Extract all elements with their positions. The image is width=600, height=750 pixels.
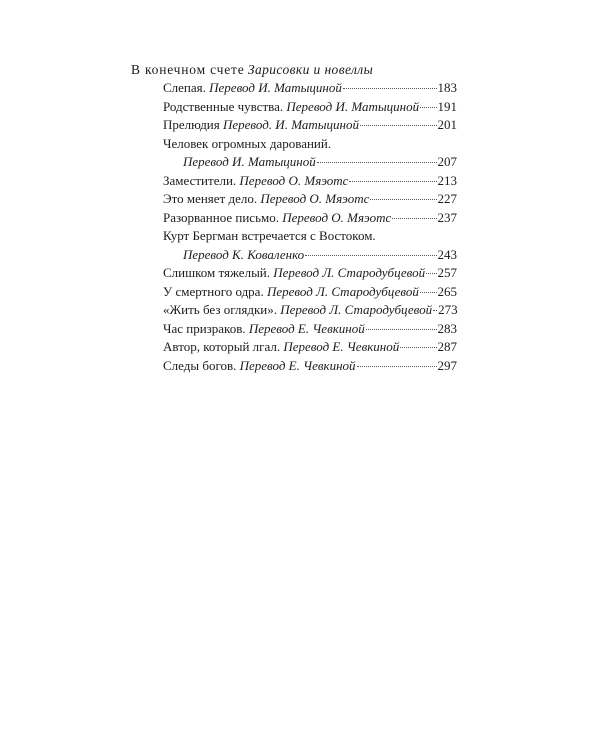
- toc-entry-title: Автор, который лгал.: [163, 339, 281, 354]
- toc-entry-translator: Перевод О. Мяэотс: [282, 209, 392, 225]
- table-of-contents: [163, 79, 457, 375]
- toc-entry-line: [163, 338, 457, 357]
- toc-entry: [163, 79, 457, 98]
- toc-entry-title-line: [163, 227, 457, 246]
- toc-entry-translator: Перевод К. Коваленко: [183, 246, 305, 262]
- toc-entry: [163, 135, 457, 172]
- dot-leader: [392, 218, 436, 219]
- toc-entry-line: [163, 246, 457, 265]
- toc-entry-line: [163, 116, 457, 135]
- toc-entry-line: [163, 79, 457, 98]
- dot-leader: [433, 310, 437, 311]
- toc-entry-title: Слишком тяжелый.: [163, 265, 271, 280]
- toc-entry-page: 283: [437, 320, 457, 336]
- toc-entry-line: [163, 172, 457, 191]
- dot-leader: [426, 273, 436, 274]
- toc-entry-title: Человек огромных дарований.: [163, 135, 332, 151]
- toc-entry-line: [163, 153, 457, 172]
- toc-entry-title: Заместители.: [163, 172, 237, 188]
- toc-entry-line: [163, 264, 457, 283]
- toc-entry: [163, 227, 457, 264]
- toc-entry: [163, 264, 457, 283]
- toc-entry-line: [163, 209, 457, 228]
- toc-entry: [163, 116, 457, 135]
- toc-entry-translator: Перевод О. Мяэотс: [260, 191, 370, 206]
- toc-entry-title: Это меняет дело.: [163, 191, 258, 206]
- toc-entry-page: 227: [437, 191, 457, 206]
- dot-leader: [360, 125, 437, 126]
- toc-entry-title: «Жить без оглядки».: [163, 302, 277, 317]
- toc-entry-translator: Перевод О. Мяэотс: [239, 172, 349, 188]
- toc-entry: [163, 209, 457, 228]
- dot-leader: [305, 255, 436, 256]
- toc-entry-translator: Перевод. И. Матыциной: [223, 117, 359, 132]
- toc-entry-page: 201: [437, 117, 457, 132]
- toc-entry-title: Час призраков.: [163, 320, 246, 336]
- toc-entry-title: Слепая.: [163, 80, 206, 95]
- toc-entry-page: 213: [437, 172, 457, 188]
- dot-leader: [420, 292, 437, 293]
- toc-entry-translator: Перевод И. Матыциной: [183, 154, 316, 169]
- toc-entry-translator: Перевод Е. Чевкиной: [239, 357, 356, 373]
- toc-entry-line: [163, 98, 457, 117]
- toc-entry: [163, 338, 457, 357]
- toc-entry-page: 273: [438, 302, 458, 317]
- toc-entry: [163, 98, 457, 117]
- toc-entry-translator: Перевод Е. Чевкиной: [283, 339, 400, 354]
- toc-entry: [163, 301, 457, 320]
- section-subtitle: Зарисовки и новеллы: [247, 62, 374, 77]
- toc-entry-title: У смертного одра.: [163, 283, 264, 299]
- toc-entry: [163, 190, 457, 209]
- toc-entry-page: 237: [437, 209, 457, 225]
- toc-entry: [163, 357, 457, 376]
- toc-entry-page: 191: [437, 98, 457, 114]
- toc-entry-translator: Перевод Л. Стародубцевой: [280, 302, 433, 317]
- toc-entry-translator: Перевод И. Матыциной: [286, 98, 420, 114]
- toc-entry-page: 265: [437, 283, 457, 299]
- toc-entry-title-line: [163, 135, 457, 154]
- dot-leader: [343, 88, 437, 89]
- toc-entry-title: Родственные чувства.: [163, 98, 284, 114]
- dot-leader: [366, 329, 437, 330]
- dot-leader: [349, 181, 436, 182]
- dot-leader: [370, 199, 436, 200]
- toc-entry-line: [163, 283, 457, 302]
- dot-leader: [420, 107, 436, 108]
- toc-entry-translator: Перевод И. Матыциной: [209, 80, 342, 95]
- toc-entry-page: 287: [437, 339, 457, 354]
- toc-entry-page: 257: [437, 265, 457, 280]
- toc-entry-page: 243: [437, 246, 457, 262]
- dot-leader: [400, 347, 436, 348]
- toc-entry-line: [163, 190, 457, 209]
- toc-entry-title: Прелюдия: [163, 117, 220, 132]
- toc-entry: [163, 172, 457, 191]
- section-heading: [131, 62, 373, 78]
- dot-leader: [357, 366, 437, 367]
- toc-entry-line: [163, 320, 457, 339]
- toc-entry-title: Разорванное письмо.: [163, 209, 279, 225]
- toc-entry-translator: Перевод Л. Стародубцевой: [266, 283, 419, 299]
- toc-entry: [163, 283, 457, 302]
- section-title: В конечном счете: [131, 62, 245, 77]
- toc-entry-line: [163, 357, 457, 376]
- toc-entry: [163, 320, 457, 339]
- toc-entry-translator: Перевод Л. Стародубцевой: [273, 265, 426, 280]
- toc-entry-line: [163, 301, 457, 320]
- toc-entry-title: Курт Бергман встречается с Востоком.: [163, 228, 376, 243]
- dot-leader: [317, 162, 437, 163]
- toc-entry-title: Следы богов.: [163, 357, 237, 373]
- toc-entry-page: 183: [437, 80, 457, 95]
- toc-entry-page: 297: [437, 357, 457, 373]
- toc-entry-page: 207: [437, 154, 457, 169]
- toc-entry-translator: Перевод Е. Чевкиной: [248, 320, 365, 336]
